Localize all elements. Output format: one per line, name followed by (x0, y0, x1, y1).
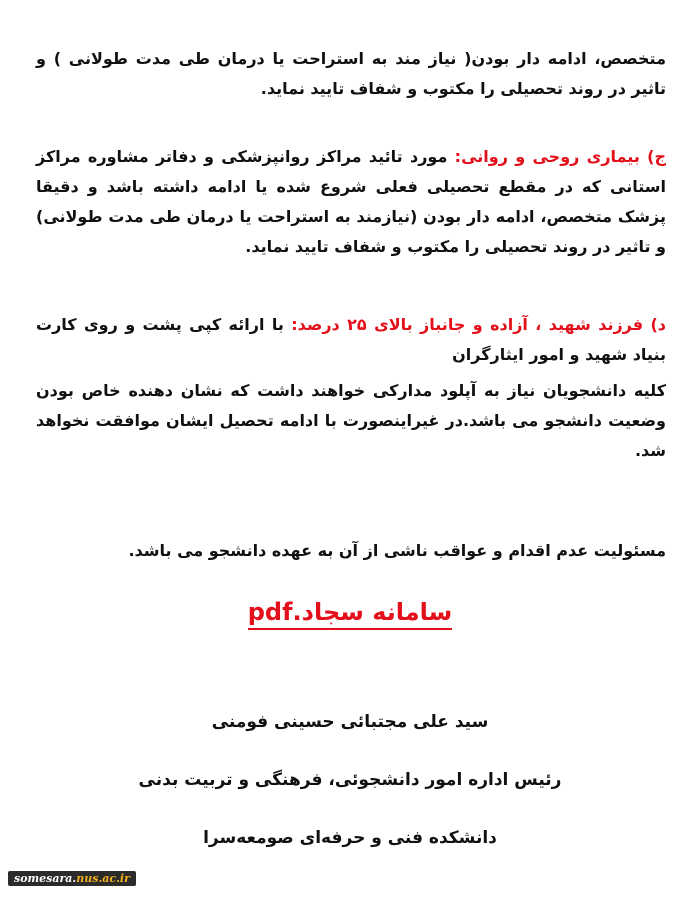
paragraph-responsibility (36, 536, 666, 566)
paragraph-specialist-confirmation (36, 44, 666, 104)
paragraph-mental-illness (36, 142, 666, 262)
paragraph-text: متخصص، ادامه دار بودن( نیاز مند به استراحت یا درمان طی مدت طولانی ) و تاثیر در روند تحصیلی را مکتوب و شفاف تایید نماید. (36, 49, 666, 98)
paragraph-text: کلیه دانشجویان نیاز به آپلود مدارکی خواهند داشت که نشان دهنده خاص بودن وضعیت دانشجو می باشد.در غیراینصورت با ادامه تحصیل ایشان موافقت نخواهد شد. (36, 381, 666, 460)
sajad-pdf-link-row (0, 598, 700, 630)
section-heading-mental-illness: ج) بیماری روحی و روانی: (454, 147, 666, 166)
paragraph-upload-documents (36, 376, 666, 466)
signature-name: سید علی مجتبائی حسینی فومنی (211, 712, 489, 732)
paragraph-text: با ارائه کپی پشت و روی کارت بنیاد شهید و امور ایثارگران (36, 315, 666, 364)
paragraph-text: مورد تائید مراکز روانپزشکی و دفاتر مشاوره مراکز استانی که در مقطع تحصیلی فعلی شروع شده یا ادامه داشته باشد و دقیقا پزشک متخصص، ادامه دار بودن (نیازمند به استراحت یا درمان طی مدت طولانی) و تاثیر در روند تحصیلی را مکتوب و شفاف تایید نماید. (36, 147, 666, 256)
website-watermark (8, 871, 136, 886)
watermark-domain: nus.ac.ir (76, 872, 130, 885)
sajad-pdf-link[interactable]: سامانه سجاد.pdf (248, 598, 453, 630)
paragraph-text: مسئولیت عدم اقدام و عواقب ناشی از آن به عهده دانشجو می باشد. (128, 541, 666, 560)
signature-organization: دانشکده فنی و حرفه‌ای صومعه‌سرا (203, 828, 497, 848)
watermark-prefix: somesara. (14, 872, 77, 885)
section-heading-martyr-children: د) فرزند شهید ، آزاده و جانباز بالای ۲۵ درصد: (291, 315, 667, 334)
signature-title: رئیس اداره امور دانشجوئی، فرهنگی و تربیت بدنی (138, 770, 562, 790)
paragraph-martyr-children (36, 310, 666, 370)
